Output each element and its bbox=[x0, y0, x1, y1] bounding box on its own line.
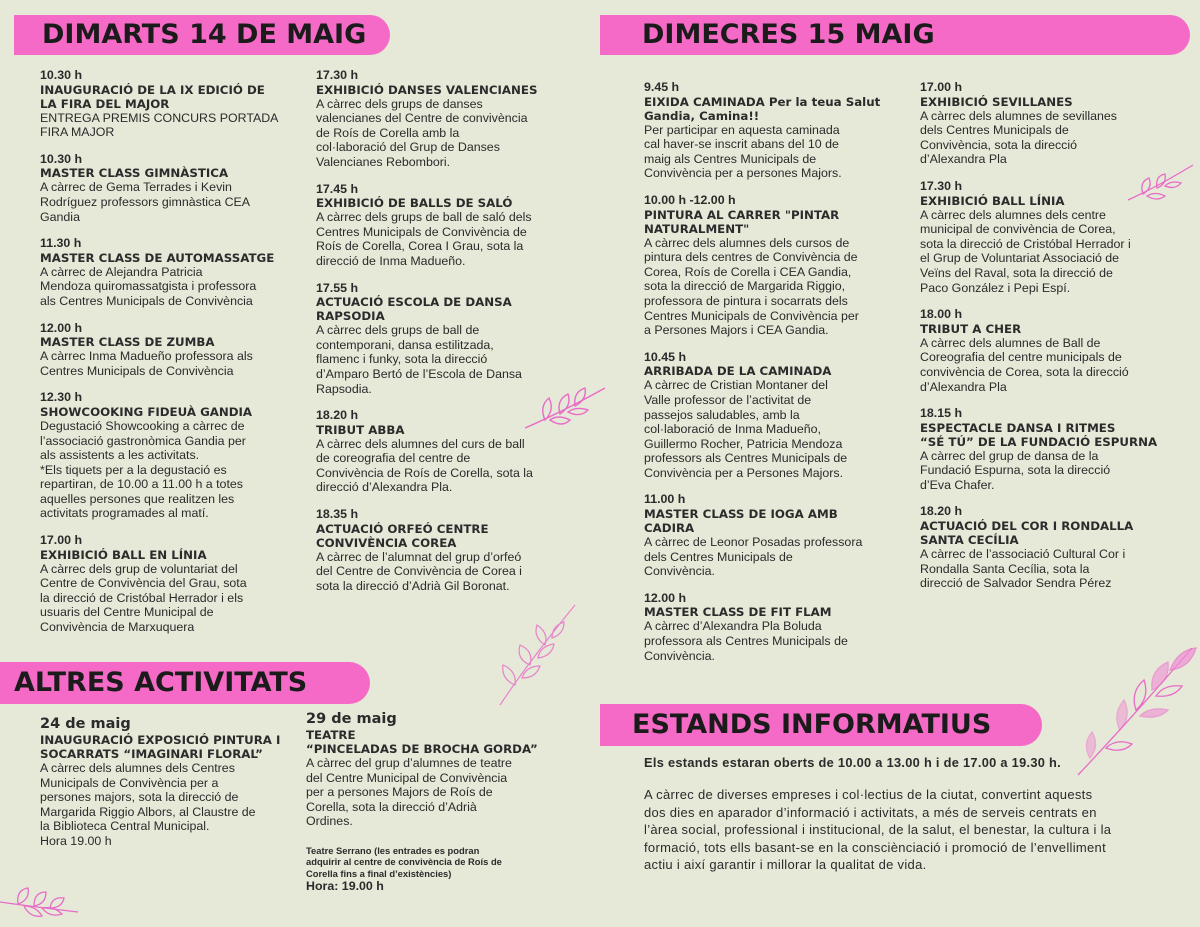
event-time: 18.20 h bbox=[920, 504, 963, 519]
event-time: 17.45 h bbox=[316, 181, 359, 196]
event-description: A càrrec dels alumnes dels cursos de pintura dels centres de Convivència de Corea, Roís de Corella i CEA Gandia, sota la direcció de Margarida Riggio, professora de pintura i socarrats dels Centres Municipals de Convivència per a Persones Majors i CEA Gandia. bbox=[644, 235, 859, 338]
wednesday-column-1 bbox=[644, 80, 912, 675]
event-item bbox=[40, 236, 305, 308]
event-description: A càrrec d’Alexandra Pla Boluda professora als Centres Municipals de Convivència. bbox=[644, 619, 848, 663]
event-description: A càrrec dels grups de ball de contemporani, dansa estilitzada, flamenc i funky, sota la direcció d’Amparo Bertó de l’Escola de Dansa Rapsodia. bbox=[316, 323, 522, 396]
event-item bbox=[40, 68, 305, 140]
event-item bbox=[40, 533, 305, 635]
event-description: A càrrec dels alumnes de sevillanes dels Centres Municipals de Convivència, sota la direcció d’Alexandra Pla bbox=[920, 108, 1117, 167]
tuesday-column-1 bbox=[40, 68, 305, 647]
event-description: A càrrec del grup d’alumnes de teatre del Centre Municipal de Convivència per a persones Majors de Roís de Corella, sota la direcció d’Adrià Ordines. bbox=[306, 756, 512, 829]
event-time: 11.30 h bbox=[40, 236, 82, 251]
banner-stands bbox=[600, 704, 1042, 746]
event-description: A càrrec dels alumnes de Ball de Coreografia del centre municipals de convivència de Corea, sota la direcció d’Alexandra Pla bbox=[920, 335, 1129, 394]
event-time: 10.30 h bbox=[40, 151, 83, 166]
event-title: TRIBUT ABBA bbox=[316, 422, 405, 437]
banner-others-text: ALTRES ACTIVITATS bbox=[14, 667, 308, 698]
event-time: 18.20 h bbox=[316, 408, 359, 423]
event-time: 10.30 h bbox=[40, 68, 83, 82]
event-time: 17.30 h bbox=[920, 178, 963, 193]
leaf-branch-icon bbox=[0, 862, 80, 927]
event-item bbox=[644, 492, 912, 578]
wednesday-column-2 bbox=[920, 80, 1188, 603]
event-venue-note: Teatre Serrano (les entrades es podran adquirir al centre de convivència de Roís de Corella fins a final d’existències) bbox=[306, 844, 502, 879]
event-date: 24 de maig bbox=[40, 716, 131, 732]
event-item bbox=[40, 321, 305, 379]
event-title: ACTUACIÓ DEL COR I RONDALLA SANTA CECÍLIA bbox=[920, 519, 1134, 548]
leaf-branch-icon bbox=[520, 378, 610, 438]
event-time: 18.15 h bbox=[920, 406, 963, 421]
event-time: 18.00 h bbox=[920, 307, 963, 322]
event-description: A càrrec de l’associació Cultural Cor i Rondalla Santa Cecília, sota la direcció de Salvador Sendra Pérez bbox=[920, 547, 1126, 591]
event-title: ARRIBADA DE LA CAMINADA bbox=[644, 364, 832, 379]
event-title: ACTUACIÓ ESCOLA DE DANSA RAPSODIA bbox=[316, 295, 512, 324]
others-item-a bbox=[40, 716, 305, 849]
event-time: 12.00 h bbox=[644, 590, 687, 605]
event-title: PINTURA AL CARRER "PINTAR NATURALMENT" bbox=[644, 207, 840, 236]
event-item bbox=[644, 350, 912, 481]
event-item bbox=[920, 406, 1188, 492]
event-title: MASTER CLASS DE ZUMBA bbox=[40, 335, 215, 350]
event-item bbox=[920, 80, 1188, 167]
event-description: A càrrec de Leonor Posadas professora dels Centres Municipals de Convivència. bbox=[644, 535, 863, 579]
event-time: 17.00 h bbox=[40, 533, 83, 548]
event-title: ACTUACIÓ ORFEÓ CENTRE CONVIVÈNCIA COREA bbox=[316, 521, 489, 550]
event-description: A càrrec dels alumnes dels centre municipal de convivència de Corea, sota la direcció de Cristóbal Herrador i el Grup de Voluntariat Associació de Veïns del Raval, sota la direcció de Paco González i Pepi Espí. bbox=[920, 207, 1131, 295]
event-description: A càrrec Inma Madueño professora als Centres Municipals de Convivència bbox=[40, 349, 253, 378]
banner-wednesday-text: DIMECRES 15 MAIG bbox=[642, 19, 935, 50]
banner-others bbox=[0, 662, 370, 704]
event-time: 10.45 h bbox=[644, 349, 687, 364]
event-description: A càrrec dels alumnes dels Centres Municipals de Convivència per a persones majors, sota la direcció de Margarida Riggio Albors, al Claustre de la Biblioteca Central Municipal. Hora 19.00 h bbox=[40, 761, 256, 848]
event-time: 9.45 h bbox=[644, 80, 680, 94]
tuesday-column-2 bbox=[316, 68, 581, 605]
event-time: 11.00 h bbox=[644, 492, 686, 507]
event-item bbox=[316, 182, 581, 269]
event-title: ESPECTACLE DANSA I RITMES “SÉ TÚ” DE LA FUNDACIÓ ESPURNA bbox=[920, 420, 1158, 449]
event-title: MASTER CLASS GIMNÀSTICA bbox=[40, 166, 229, 181]
event-time: 12.00 h bbox=[40, 320, 83, 335]
event-description: A càrrec de l’alumnat del grup d’orfeó del Centre de Convivència de Corea i sota la direcció d’Adrià Gil Boronat. bbox=[316, 549, 522, 593]
leaf-branch-icon bbox=[490, 600, 585, 710]
event-title: SHOWCOOKING FIDEUÀ GANDIA bbox=[40, 404, 253, 419]
others-item-b bbox=[306, 711, 576, 894]
event-title: MASTER CLASS DE AUTOMASSATGE bbox=[40, 250, 275, 265]
event-title: MASTER CLASS DE FIT FLAM bbox=[644, 605, 832, 620]
event-item bbox=[644, 80, 912, 181]
event-time: 18.35 h bbox=[316, 507, 359, 522]
event-item bbox=[920, 307, 1188, 394]
event-item bbox=[644, 591, 912, 663]
event-title: EXHIBICIÓ DANSES VALENCIANES bbox=[316, 82, 538, 97]
event-item bbox=[40, 152, 305, 224]
event-title: INAUGURACIÓ DE LA IX EDICIÓ DE LA FIRA DEL MAJOR bbox=[40, 82, 265, 111]
event-hour: Hora: 19.00 h bbox=[306, 879, 384, 894]
event-description: A càrrec de Gema Terrades i Kevin Rodríguez professors gimnàstica CEA Gandia bbox=[40, 180, 251, 224]
stands-description: A càrrec de diverses empreses i col·lectius de la ciutat, convertint aquests dos dies en aparador d’informació i activitats, a més de serveis centrats en l’àrea social, professional i institucional, de la salut, el benestar, la cultura i la formació, tots ells basant-se en la consciènciació i promoció de l’envelliment actiu i així garantir i millorar la qualitat de vida. bbox=[644, 787, 1112, 872]
event-item bbox=[316, 507, 581, 593]
event-description: A càrrec del grup de dansa de la Fundació Espurna, sota la direcció d’Eva Chafer. bbox=[920, 448, 1111, 492]
event-item bbox=[644, 193, 912, 338]
event-description: A càrrec dels grups de ball de saló dels Centres Municipals de Convivència de Roís de Corella, Corea I Grau, sota la direcció de Inma Madueño. bbox=[316, 210, 532, 268]
leaf-branch-icon bbox=[1125, 160, 1195, 205]
event-item bbox=[920, 504, 1188, 590]
event-item bbox=[316, 68, 581, 170]
event-title: INAUGURACIÓ EXPOSICIÓ PINTURA I SOCARRATS “IMAGINARI FLORAL” bbox=[40, 733, 281, 761]
banner-tuesday-text: DIMARTS 14 DE MAIG bbox=[42, 19, 367, 50]
event-time: 17.55 h bbox=[316, 280, 359, 295]
event-description: A càrrec de Cristian Montaner del Valle professor de l’activitat de passejos saludables, amb la col·laboració de Inma Madueño, Guillermo Rocher, Patricia Mendoza professors als Centres Municipals de Convivència per a Persones Majors. bbox=[644, 378, 848, 480]
event-description: Per participar en aquesta caminada cal haver-se inscrit abans del 10 de maig als Centres Municipals de Convivència per a persones Majors. bbox=[644, 122, 842, 181]
event-description: A càrrec dels grup de voluntariat del Centre de Convivència del Grau, sota la direcció de Cristóbal Herrador i els usuaris del Centre Municipal de Convivència de Marxuquera bbox=[40, 561, 247, 635]
event-item bbox=[40, 390, 305, 521]
event-title: TEATRE “PINCELADAS DE BROCHA GORDA” bbox=[306, 728, 538, 756]
event-description: ENTREGA PREMIS CONCURS PORTADA FIRA MAJOR bbox=[40, 110, 279, 140]
leaf-branch-icon bbox=[1070, 640, 1198, 780]
event-time: 17.30 h bbox=[316, 68, 359, 82]
event-title: EXHIBICIÓ BALL LÍNIA bbox=[920, 193, 1065, 208]
banner-tuesday bbox=[14, 15, 390, 55]
event-time: 12.30 h bbox=[40, 390, 83, 405]
event-title: EXHIBICIÓ DE BALLS DE SALÓ bbox=[316, 196, 513, 211]
banner-stands-text: ESTANDS INFORMATIUS bbox=[632, 709, 992, 740]
event-description: Degustació Showcooking a càrrec de l’associació gastronòmica Gandia per als assistents a les activitats. *Els tiquets per a la degustació es repartiran, de 10.00 a 11.00 h a totes aquelles persones que realitzen les activitats programades al matí. bbox=[40, 418, 246, 521]
event-title: EIXIDA CAMINADA Per la teua Salut Gandia, Camina!! bbox=[644, 94, 881, 123]
event-description: A càrrec dels grups de danses valencianes del Centre de convivència de Roís de Corella amb la col·laboració del Grup de Danses Valencianes Rebombori. bbox=[316, 96, 528, 169]
banner-wednesday bbox=[600, 15, 1190, 55]
stands-hours: Els estands estaran oberts de 10.00 a 13.00 h i de 17.00 a 19.30 h. bbox=[644, 755, 1062, 770]
event-time: 10.00 h -12.00 h bbox=[644, 192, 736, 207]
event-title: EXHIBICIÓ BALL EN LÍNIA bbox=[40, 547, 207, 562]
event-title: MASTER CLASS DE IOGA AMB CADIRA bbox=[644, 507, 838, 536]
event-title: EXHIBICIÓ SEVILLANES bbox=[920, 94, 1073, 109]
event-description: A càrrec dels alumnes del curs de ball de coreografia del centre de Convivència de Roís de Corella, sota la direcció d’Alexandra Pla. bbox=[316, 436, 533, 495]
event-description: A càrrec de Alejandra Patricia Mendoza quiromassatgista i professora als Centres Municipals de Convivència bbox=[40, 264, 257, 308]
event-date: 29 de maig bbox=[306, 711, 397, 727]
event-title: TRIBUT A CHER bbox=[920, 321, 1022, 336]
event-time: 17.00 h bbox=[920, 80, 963, 94]
